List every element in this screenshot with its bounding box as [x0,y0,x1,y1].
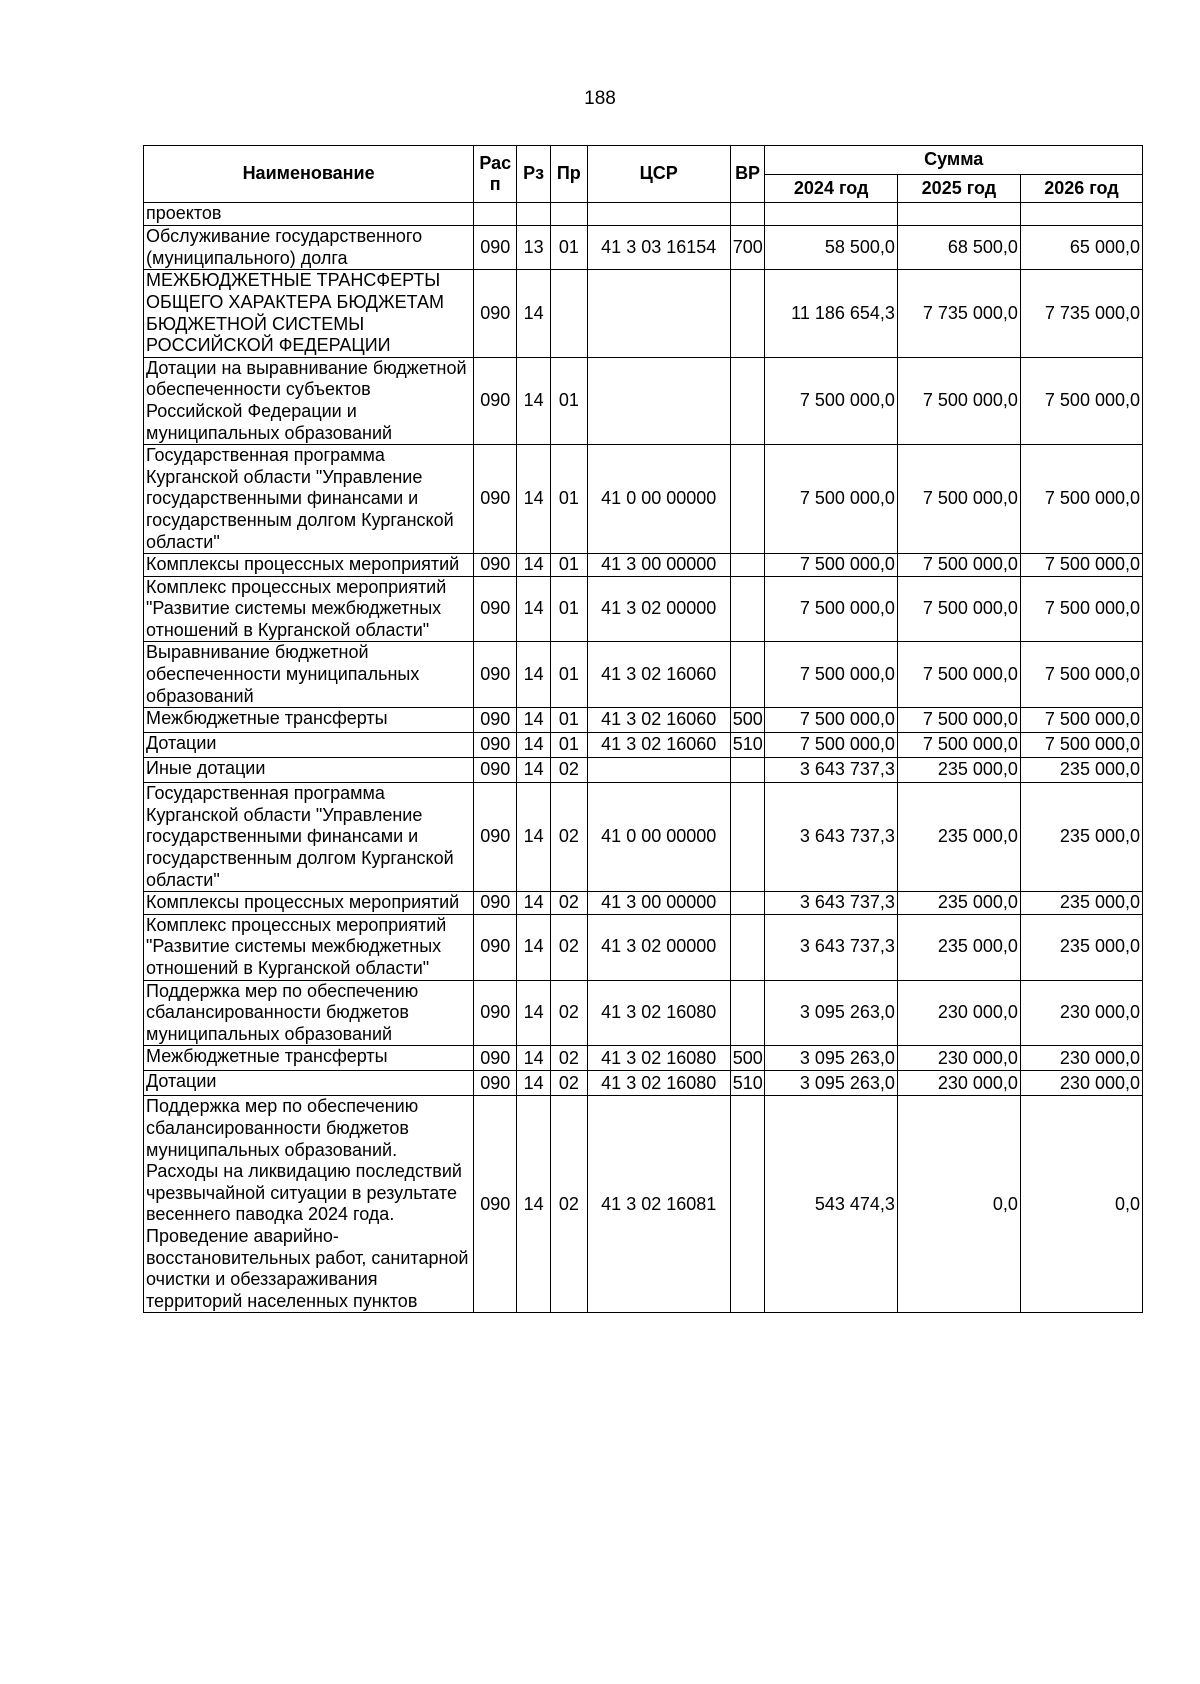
table-row [144,708,1143,733]
cell-name: Комплекс процессных мероприятий "Развитие системы межбюджетных отношений в Курганской области" [144,576,474,642]
cell-vr: 500 [730,708,765,733]
cell-rz: 14 [517,783,551,892]
cell-rasp: 090 [474,642,517,708]
header-rasp: Рас п [474,146,517,203]
cell-2024: 7 500 000,0 [765,576,897,642]
table-row [144,576,1143,642]
cell-2026: 7 500 000,0 [1020,445,1142,554]
cell-pr: 02 [550,892,587,915]
cell-pr: 01 [550,576,587,642]
cell-2025: 68 500,0 [897,226,1020,270]
cell-rz: 14 [517,1046,551,1071]
cell-name: Комплекс процессных мероприятий "Развитие системы межбюджетных отношений в Курганской области" [144,914,474,980]
cell-pr: 02 [550,1046,587,1071]
cell-name: Обслуживание государственного (муниципального) долга [144,226,474,270]
cell-2025: 7 500 000,0 [897,357,1020,444]
cell-csr [587,270,730,357]
cell-pr: 02 [550,980,587,1046]
table-row [144,914,1143,980]
cell-2024: 7 500 000,0 [765,554,897,577]
table-row [144,270,1143,357]
cell-csr: 41 3 02 00000 [587,576,730,642]
cell-csr: 41 3 02 16080 [587,980,730,1046]
table-row [144,758,1143,783]
cell-pr: 02 [550,758,587,783]
cell-rasp [474,203,517,226]
cell-rz: 14 [517,1096,551,1313]
cell-csr: 41 3 03 16154 [587,226,730,270]
cell-name: Иные дотации [144,758,474,783]
cell-name: Межбюджетные трансферты [144,708,474,733]
cell-name: проектов [144,203,474,226]
cell-csr: 41 3 02 16080 [587,1046,730,1071]
cell-name: Государственная программа Курганской области "Управление государственными финансами и государственным долгом Курганской области" [144,445,474,554]
cell-rasp: 090 [474,1096,517,1313]
cell-2026: 235 000,0 [1020,758,1142,783]
cell-2026: 235 000,0 [1020,914,1142,980]
cell-vr: 510 [730,733,765,758]
cell-vr [730,270,765,357]
cell-csr: 41 3 02 16060 [587,642,730,708]
cell-2026 [1020,203,1142,226]
cell-csr: 41 0 00 00000 [587,783,730,892]
cell-pr: 01 [550,445,587,554]
table-header [144,146,1143,203]
cell-2024: 3 643 737,3 [765,758,897,783]
cell-vr [730,445,765,554]
cell-pr: 01 [550,733,587,758]
cell-name: Дотации на выравнивание бюджетной обеспеченности субъектов Российской Федерации и муниципальных образований [144,357,474,444]
cell-vr [730,554,765,577]
cell-name: Государственная программа Курганской области "Управление государственными финансами и государственным долгом Курганской области" [144,783,474,892]
table-row [144,783,1143,892]
cell-2026: 7 500 000,0 [1020,554,1142,577]
cell-2024 [765,203,897,226]
cell-2024: 3 643 737,3 [765,914,897,980]
cell-rasp: 090 [474,783,517,892]
table-row [144,1071,1143,1096]
table-row [144,733,1143,758]
cell-2026: 7 500 000,0 [1020,642,1142,708]
cell-pr: 01 [550,357,587,444]
cell-rasp: 090 [474,980,517,1046]
table-row [144,445,1143,554]
cell-pr: 02 [550,914,587,980]
cell-rasp: 090 [474,576,517,642]
table-row [144,1096,1143,1313]
cell-rasp: 090 [474,554,517,577]
cell-name: Выравнивание бюджетной обеспеченности муниципальных образований [144,642,474,708]
cell-2025 [897,203,1020,226]
table-row [144,642,1143,708]
table-body [144,203,1143,1313]
cell-2026: 230 000,0 [1020,980,1142,1046]
cell-2025: 7 500 000,0 [897,445,1020,554]
cell-2025: 7 500 000,0 [897,708,1020,733]
cell-2026: 235 000,0 [1020,783,1142,892]
cell-2026: 7 500 000,0 [1020,357,1142,444]
cell-pr: 01 [550,642,587,708]
cell-csr: 41 0 00 00000 [587,445,730,554]
cell-rz: 14 [517,980,551,1046]
cell-pr [550,270,587,357]
cell-vr [730,980,765,1046]
cell-vr [730,203,765,226]
cell-2026: 230 000,0 [1020,1046,1142,1071]
cell-2026: 65 000,0 [1020,226,1142,270]
cell-vr [730,357,765,444]
header-rz: Рз [517,146,551,203]
cell-rz: 14 [517,357,551,444]
cell-pr: 01 [550,554,587,577]
cell-rasp: 090 [474,1071,517,1096]
cell-2024: 543 474,3 [765,1096,897,1313]
cell-2025: 230 000,0 [897,1046,1020,1071]
cell-2024: 58 500,0 [765,226,897,270]
page-number: 188 [584,88,616,109]
header-summa: Сумма [765,146,1143,175]
table-row [144,980,1143,1046]
cell-vr [730,1096,765,1313]
cell-2025: 7 500 000,0 [897,554,1020,577]
cell-rz: 14 [517,892,551,915]
cell-2024: 7 500 000,0 [765,445,897,554]
header-year-2026: 2026 год [1020,174,1142,203]
cell-rasp: 090 [474,226,517,270]
cell-csr [587,357,730,444]
cell-2026: 235 000,0 [1020,892,1142,915]
cell-rz: 14 [517,642,551,708]
header-vr: ВР [730,146,765,203]
cell-name: Дотации [144,1071,474,1096]
table-row [144,203,1143,226]
cell-2024: 3 095 263,0 [765,1071,897,1096]
cell-rz: 14 [517,914,551,980]
cell-vr: 510 [730,1071,765,1096]
table-row [144,1046,1143,1071]
cell-rz [517,203,551,226]
cell-2025: 230 000,0 [897,1071,1020,1096]
cell-csr: 41 3 02 16060 [587,733,730,758]
header-year-2024: 2024 год [765,174,897,203]
cell-vr: 500 [730,1046,765,1071]
cell-2025: 235 000,0 [897,914,1020,980]
cell-vr [730,914,765,980]
cell-2025: 235 000,0 [897,758,1020,783]
cell-vr [730,758,765,783]
cell-2024: 7 500 000,0 [765,708,897,733]
cell-name: Комплексы процессных мероприятий [144,892,474,915]
header-year-2025: 2025 год [897,174,1020,203]
cell-csr [587,203,730,226]
cell-rasp: 090 [474,445,517,554]
cell-rasp: 090 [474,270,517,357]
cell-name: Поддержка мер по обеспечению сбалансированности бюджетов муниципальных образований. Расходы на ликвидацию последствий чрезвычайной ситуации в результате весеннего паводка 2024 года. Проведение аварийно-восстановительных работ, санитарной очистки и обеззараживания территорий населенных пунктов [144,1096,474,1313]
cell-rasp: 090 [474,708,517,733]
table-row [144,554,1143,577]
cell-2024: 7 500 000,0 [765,642,897,708]
cell-vr [730,642,765,708]
cell-2026: 230 000,0 [1020,1071,1142,1096]
cell-vr [730,783,765,892]
cell-rasp: 090 [474,758,517,783]
cell-csr: 41 3 00 00000 [587,554,730,577]
cell-rasp: 090 [474,914,517,980]
cell-rasp: 090 [474,1046,517,1071]
cell-2024: 11 186 654,3 [765,270,897,357]
cell-rz: 13 [517,226,551,270]
cell-vr [730,892,765,915]
cell-2026: 7 500 000,0 [1020,576,1142,642]
table-row [144,357,1143,444]
cell-name: Комплексы процессных мероприятий [144,554,474,577]
cell-2025: 7 735 000,0 [897,270,1020,357]
cell-2025: 7 500 000,0 [897,733,1020,758]
cell-pr: 02 [550,1096,587,1313]
cell-rz: 14 [517,270,551,357]
cell-name: МЕЖБЮДЖЕТНЫЕ ТРАНСФЕРТЫ ОБЩЕГО ХАРАКТЕРА БЮДЖЕТАМ БЮДЖЕТНОЙ СИСТЕМЫ РОССИЙСКОЙ ФЕДЕРАЦИИ [144,270,474,357]
cell-csr: 41 3 02 00000 [587,914,730,980]
cell-vr: 700 [730,226,765,270]
cell-rasp: 090 [474,357,517,444]
cell-rz: 14 [517,758,551,783]
header-csr: ЦСР [587,146,730,203]
cell-2024: 3 095 263,0 [765,1046,897,1071]
cell-rz: 14 [517,1071,551,1096]
cell-rasp: 090 [474,892,517,915]
cell-csr: 41 3 02 16060 [587,708,730,733]
cell-rz: 14 [517,708,551,733]
cell-name: Поддержка мер по обеспечению сбалансированности бюджетов муниципальных образований [144,980,474,1046]
table-row [144,226,1143,270]
cell-pr: 01 [550,226,587,270]
cell-2025: 7 500 000,0 [897,642,1020,708]
cell-name: Межбюджетные трансферты [144,1046,474,1071]
cell-rz: 14 [517,554,551,577]
cell-2025: 235 000,0 [897,892,1020,915]
cell-2026: 7 500 000,0 [1020,708,1142,733]
cell-2025: 235 000,0 [897,783,1020,892]
cell-pr: 02 [550,783,587,892]
header-pr: Пр [550,146,587,203]
cell-csr: 41 3 00 00000 [587,892,730,915]
table-row [144,892,1143,915]
cell-2024: 7 500 000,0 [765,357,897,444]
budget-table [143,145,1143,1313]
cell-pr: 01 [550,708,587,733]
cell-2024: 3 643 737,3 [765,892,897,915]
cell-csr: 41 3 02 16081 [587,1096,730,1313]
cell-2025: 7 500 000,0 [897,576,1020,642]
cell-vr [730,576,765,642]
cell-pr [550,203,587,226]
cell-csr: 41 3 02 16080 [587,1071,730,1096]
cell-2024: 3 643 737,3 [765,783,897,892]
cell-2026: 7 500 000,0 [1020,733,1142,758]
cell-rz: 14 [517,576,551,642]
cell-csr [587,758,730,783]
header-name: Наименование [144,146,474,203]
cell-2026: 0,0 [1020,1096,1142,1313]
cell-pr: 02 [550,1071,587,1096]
cell-rz: 14 [517,733,551,758]
cell-2025: 0,0 [897,1096,1020,1313]
cell-rz: 14 [517,445,551,554]
cell-2025: 230 000,0 [897,980,1020,1046]
cell-2026: 7 735 000,0 [1020,270,1142,357]
cell-rasp: 090 [474,733,517,758]
cell-2024: 7 500 000,0 [765,733,897,758]
cell-2024: 3 095 263,0 [765,980,897,1046]
cell-name: Дотации [144,733,474,758]
